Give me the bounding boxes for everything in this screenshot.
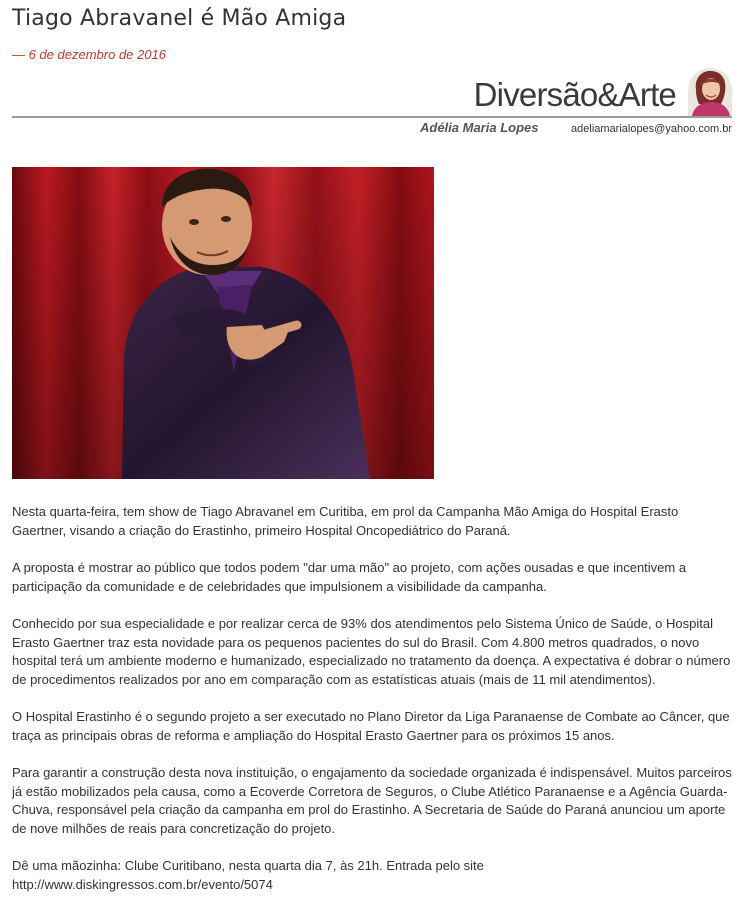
article-photo (12, 167, 434, 479)
author-email: adeliamarialopes@yahoo.com.br (571, 123, 732, 135)
article-paragraph: Nesta quarta-feira, tem show de Tiago Abravanel em Curitiba, em prol da Campanha Mão Amiga do Hospital Erasto Gaertner, visando a criação do Erastinho, primeiro Hospital Oncopediátrico do Paraná. (12, 504, 679, 538)
article-paragraph: O Hospital Erastinho é o segundo projeto a ser executado no Plano Diretor da Liga Paranaense de Combate ao Câncer, que traça as principais obras de reforma e ampliação do Hospital Erasto Gaertner para os próximos 15 anos. (12, 709, 730, 743)
article-title: Tiago Abravanel é Mão Amiga (12, 6, 347, 31)
author-name: Adélia Maria Lopes (420, 120, 539, 135)
article-closing (12, 857, 736, 894)
article-paragraph: Conhecido por sua especialidade e por realizar cerca de 93% dos atendimentos pelo Sistema Único de Saúde, o Hospital Erasto Gaertner traz esta novidade para os pequenos pacientes do sul do Brasil. Com 4.800 metros quadrados, o novo hospital terá um ambiente moderno e humanizado, especializado no tratamento da doença. A expectativa é dobrar o número de procedimentos realizados por ano em comparação com as estatísticas atuais (mais de 11 mil atendimentos). (12, 616, 731, 687)
closing-text: Dê uma mãozinha: Clube Curitibano, nesta quarta dia 7, às 21h. Entrada pelo site (12, 858, 484, 873)
article-body (12, 503, 736, 894)
article-paragraph: A proposta é mostrar ao público que todos podem "dar uma mão" ao projeto, com ações ousadas e que incentivem a participação da comunidade e de celebridades que impulsionem a visibilidade da campanha. (12, 560, 687, 594)
article-paragraph: Para garantir a construção desta nova instituição, o engajamento da sociedade organizada é indispensável. Muitos parceiros já estão mobilizados pela causa, como a Ecoverde Corretora de Seguros, o Clube Atlético Paranaense e a Agência Guarda-Chuva, responsável pela criação da campanha em prol do Erastinho. A Secretaria de Saúde do Paraná anunciou um aporte de nove milhões de reais para concretização do projeto. (12, 765, 732, 836)
author-avatar (688, 68, 732, 116)
column-rule (12, 116, 732, 118)
event-link[interactable]: http://www.diskingressos.com.br/evento/5074 (12, 876, 273, 892)
article-date: — 6 de dezembro de 2016 (12, 47, 166, 62)
column-header (12, 68, 732, 136)
column-name: Diversão&Arte (473, 76, 676, 113)
